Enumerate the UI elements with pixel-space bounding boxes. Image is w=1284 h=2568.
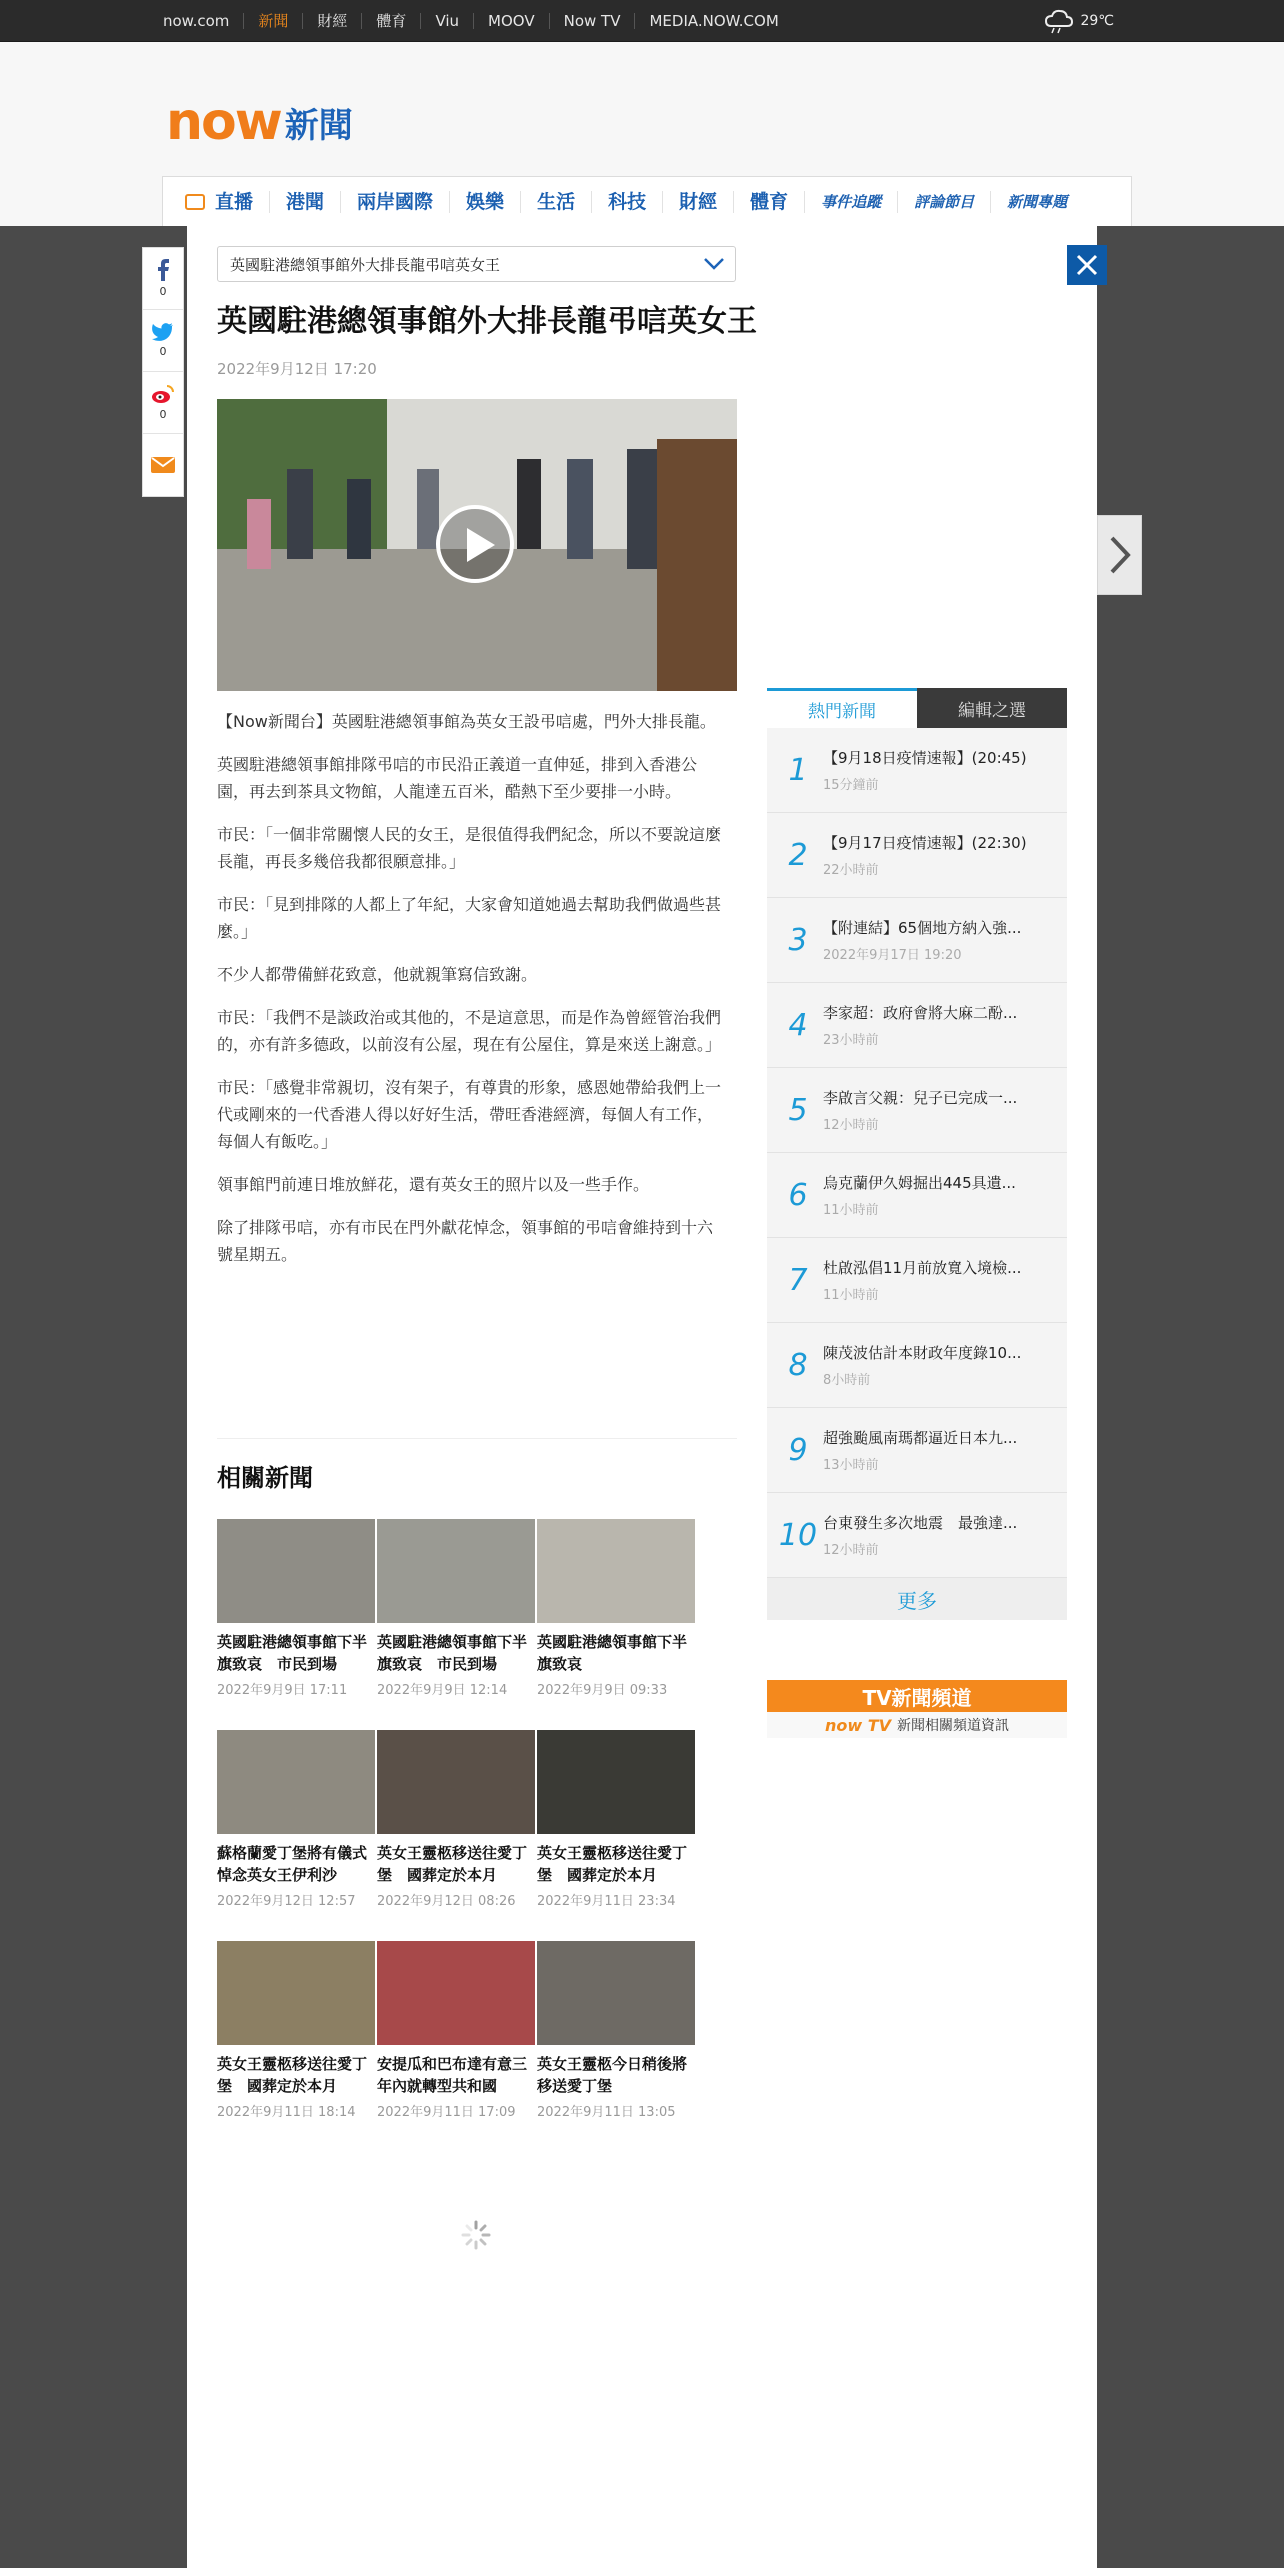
rank-number: 5 (788, 1092, 808, 1128)
more-button[interactable]: 更多 (767, 1578, 1067, 1620)
tab-hot-news[interactable]: 熱門新聞 (767, 688, 917, 728)
site-header (0, 42, 1284, 226)
chevron-right-icon (1109, 535, 1131, 575)
top-link-nowtv[interactable]: Now TV (549, 13, 635, 29)
logo-now: now (166, 92, 281, 152)
related-thumbnail (537, 1519, 695, 1623)
facebook-icon (157, 259, 169, 281)
video-player[interactable] (217, 399, 737, 691)
tv-news-channel-banner[interactable] (767, 1680, 1067, 1738)
related-item[interactable] (537, 1730, 697, 1909)
hot-news-time: 11小時前 (823, 1203, 879, 1218)
divider (217, 1438, 737, 1439)
paragraph: 英國駐港總領事館排隊弔唁的市民沿正義道一直伸延，排到入香港公園，再去到茶具文物館，人龍達五百米，酷熱下至少要排一小時。 (217, 755, 698, 801)
nowtv-brand: now TV (824, 1715, 892, 1735)
article-title: 英國駐港總領事館外大排長龍弔唁英女王 (217, 304, 757, 339)
related-item[interactable] (377, 1730, 537, 1909)
hot-news-time: 12小時前 (823, 1543, 879, 1558)
hot-news-tabs (767, 688, 1067, 728)
paragraph: 市民：「見到排隊的人都上了年紀，大家會知道她過去幫助我們做過些甚麼。」 (217, 895, 722, 941)
main-nav (162, 176, 1132, 226)
tv-banner-text: 新聞相關頻道資訊 (897, 1718, 1010, 1734)
nav-item-commentary[interactable]: 評論節目 (897, 191, 990, 213)
hot-news-item[interactable] (767, 813, 1067, 898)
share-rail (142, 247, 184, 497)
related-item[interactable] (537, 1941, 697, 2120)
related-date: 2022年9月12日 08:26 (377, 1894, 516, 1909)
rank-number: 4 (788, 1007, 808, 1043)
facebook-count: 0 (159, 285, 167, 298)
top-link-moov[interactable]: MOOV (473, 13, 549, 29)
loading-spinner-icon (461, 2220, 491, 2250)
hot-news-title: 【9月18日疫情速報】(20:45) (823, 749, 1027, 767)
related-date: 2022年9月11日 23:34 (537, 1894, 676, 1909)
hot-news-title: 台東發生多次地震 最強達... (823, 1514, 1018, 1532)
article-select[interactable] (217, 246, 736, 282)
temperature: 29℃ (1080, 13, 1114, 29)
related-item[interactable] (217, 1519, 377, 1698)
hot-news-title: 杜啟泓倡11月前放寬入境檢... (823, 1259, 1022, 1277)
nav-item-international[interactable]: 兩岸國際 (340, 191, 449, 213)
related-thumbnail (377, 1941, 535, 2045)
hot-news-item[interactable] (767, 1493, 1067, 1578)
related-thumbnail (377, 1730, 535, 1834)
top-nav (163, 0, 793, 42)
tab-editor-picks[interactable]: 編輯之選 (917, 688, 1067, 728)
related-thumbnail (217, 1941, 375, 2045)
hot-news-title: 陳茂波估計本財政年度錄10... (823, 1344, 1022, 1362)
nav-item-sports[interactable]: 體育 (733, 191, 804, 213)
weibo-count: 0 (159, 408, 167, 421)
hot-news-item[interactable] (767, 983, 1067, 1068)
article-select-value: 英國駐港總領事館外大排長龍弔唁英女王 (230, 255, 501, 274)
related-title: 英國駐港總領事館下半旗致哀 市民到場 (377, 1633, 528, 1673)
related-news-heading: 相關新聞 (217, 1464, 313, 1492)
related-date: 2022年9月9日 12:14 (377, 1683, 508, 1698)
logo-news: 新聞 (284, 105, 353, 146)
top-link-nowcom[interactable]: now.com (163, 12, 230, 30)
paragraph: 市民：「我們不是談政治或其他的，不是這意思，而是作為曾經管治我們的，亦有許多德政，以前沒有公屋，現在有公屋住，算是來送上謝意。」 (217, 1008, 722, 1054)
related-title: 英國駐港總領事館下半旗致哀 市民到場 (217, 1633, 368, 1673)
hot-news-time: 8小時前 (823, 1373, 871, 1388)
paragraph: 除了排隊弔唁，亦有市民在門外獻花悼念，領事館的弔唁會維持到十六號星期五。 (217, 1218, 714, 1264)
related-thumbnail (537, 1941, 695, 2045)
share-email[interactable] (143, 434, 183, 496)
hot-news-time: 22小時前 (823, 863, 879, 878)
weather-widget (1044, 0, 1114, 42)
rank-number: 10 (778, 1517, 818, 1553)
weibo-icon (151, 384, 175, 404)
hot-news-time: 11小時前 (823, 1288, 879, 1303)
hot-news-item[interactable] (767, 898, 1067, 983)
related-thumbnail (217, 1730, 375, 1834)
top-link-finance[interactable]: 財經 (302, 13, 361, 29)
nav-item-local[interactable]: 港聞 (269, 191, 340, 213)
nav-item-live[interactable] (163, 191, 269, 213)
tv-banner-sub (767, 1712, 1067, 1738)
share-weibo[interactable] (143, 372, 183, 434)
hot-news-item[interactable] (767, 1068, 1067, 1153)
hot-news-title: 李家超：政府會將大麻二酚... (823, 1004, 1018, 1022)
hot-news-panel (767, 688, 1067, 1620)
hot-news-item[interactable] (767, 728, 1067, 813)
related-item[interactable] (537, 1519, 697, 1698)
tv-icon (185, 194, 205, 210)
nav-item-tech[interactable]: 科技 (591, 191, 662, 213)
hot-news-title: 超強颱風南瑪都逼近日本九... (823, 1429, 1018, 1447)
related-thumbnail (537, 1730, 695, 1834)
email-icon (151, 457, 175, 473)
hot-news-time: 2022年9月17日 19:20 (823, 948, 962, 963)
rank-number: 7 (788, 1262, 808, 1298)
paragraph: 不少人都帶備鮮花致意，他就親筆寫信致謝。 (217, 965, 538, 984)
twitter-count: 0 (159, 345, 167, 358)
cloud-icon (1044, 8, 1074, 34)
rank-number: 2 (788, 837, 808, 873)
twitter-icon (152, 323, 174, 341)
hot-news-time: 15分鐘前 (823, 778, 879, 793)
paragraph: 【Now新聞台】英國駐港總領事館為英女王設弔唁處，門外大排長龍。 (217, 712, 716, 731)
play-icon[interactable] (436, 505, 514, 583)
hot-news-title: 【附連結】65個地方納入強... (823, 919, 1022, 937)
related-item[interactable] (377, 1941, 537, 2120)
nav-item-features[interactable]: 新聞專題 (990, 191, 1083, 213)
hot-news-time: 12小時前 (823, 1118, 879, 1133)
next-article-button[interactable] (1097, 515, 1142, 595)
related-title: 英女王靈柩移送往愛丁堡 國葬定於本月 (217, 2055, 368, 2095)
related-item[interactable] (217, 1941, 377, 2120)
related-title: 蘇格蘭愛丁堡將有儀式悼念英女王伊利沙 (217, 1844, 368, 1884)
now-news-logo[interactable] (166, 82, 366, 162)
top-bar (0, 0, 1284, 42)
rank-number: 3 (788, 922, 808, 958)
related-date: 2022年9月12日 12:57 (217, 1894, 356, 1909)
related-thumbnail (217, 1519, 375, 1623)
nav-item-events[interactable]: 事件追蹤 (804, 191, 897, 213)
nav-item-life[interactable]: 生活 (520, 191, 591, 213)
rank-number: 1 (788, 752, 808, 788)
hot-news-title: 烏克蘭伊久姆掘出445具遺... (823, 1174, 1016, 1192)
rank-number: 8 (788, 1347, 808, 1383)
hot-news-item[interactable] (767, 1408, 1067, 1493)
paragraph: 領事館門前連日堆放鮮花，還有英女王的照片以及一些手作。 (217, 1175, 650, 1194)
hot-news-time: 13小時前 (823, 1458, 879, 1473)
paragraph: 市民：「感覺非常親切，沒有架子，有尊貴的形象，感恩她帶給我們上一代或剛來的一代香港人得以好好生活，帶旺香港經濟，每個人有工作，每個人有飯吃。」 (217, 1078, 722, 1151)
tv-banner-title: TV新聞頻道 (767, 1680, 1067, 1712)
related-title: 英女王靈柩今日稍後將移送愛丁堡 (537, 2055, 688, 2095)
top-link-media[interactable]: MEDIA.NOW.COM (634, 13, 792, 29)
related-date: 2022年9月11日 13:05 (537, 2105, 676, 2120)
hot-news-item[interactable] (767, 1153, 1067, 1238)
rank-number: 6 (788, 1177, 808, 1213)
related-news-grid (217, 1519, 697, 2152)
hot-news-item[interactable] (767, 1238, 1067, 1323)
article-date: 2022年9月12日 17:20 (217, 360, 377, 378)
related-date: 2022年9月11日 17:09 (377, 2105, 516, 2120)
hot-news-title: 【9月17日疫情速報】(22:30) (823, 834, 1027, 852)
related-date: 2022年9月9日 09:33 (537, 1683, 668, 1698)
paragraph: 市民：「一個非常關懷人民的女王，是很值得我們紀念，所以不要說這麼長龍，再長多幾倍我都很願意排。」 (217, 825, 722, 871)
related-title: 英國駐港總領事館下半旗致哀 (537, 1633, 688, 1673)
nav-item-finance[interactable]: 財經 (662, 191, 733, 213)
rank-number: 9 (788, 1432, 808, 1468)
article-body (217, 708, 727, 1284)
close-button[interactable] (1067, 245, 1107, 285)
related-thumbnail (377, 1519, 535, 1623)
hot-news-time: 23小時前 (823, 1033, 879, 1048)
close-icon (1076, 254, 1098, 276)
related-title: 安提瓜和巴布達有意三年內就轉型共和國 (377, 2055, 528, 2095)
nav-item-entertainment[interactable]: 娛樂 (449, 191, 520, 213)
top-link-news[interactable]: 新聞 (243, 13, 302, 29)
hot-news-item[interactable] (767, 1323, 1067, 1408)
related-date: 2022年9月11日 18:14 (217, 2105, 356, 2120)
top-link-viu[interactable]: Viu (420, 13, 473, 29)
related-title: 英女王靈柩移送往愛丁堡 國葬定於本月 (537, 1844, 688, 1884)
related-item[interactable] (217, 1730, 377, 1909)
chevron-down-icon (703, 257, 725, 271)
hot-news-title: 李啟言父親：兒子已完成一... (823, 1089, 1018, 1107)
related-date: 2022年9月9日 17:11 (217, 1683, 348, 1698)
share-twitter[interactable] (143, 310, 183, 372)
share-facebook[interactable] (143, 248, 183, 310)
related-title: 英女王靈柩移送往愛丁堡 國葬定於本月 (377, 1844, 528, 1884)
related-item[interactable] (377, 1519, 537, 1698)
nav-item-label: 直播 (215, 190, 254, 213)
top-link-sports[interactable]: 體育 (361, 13, 420, 29)
